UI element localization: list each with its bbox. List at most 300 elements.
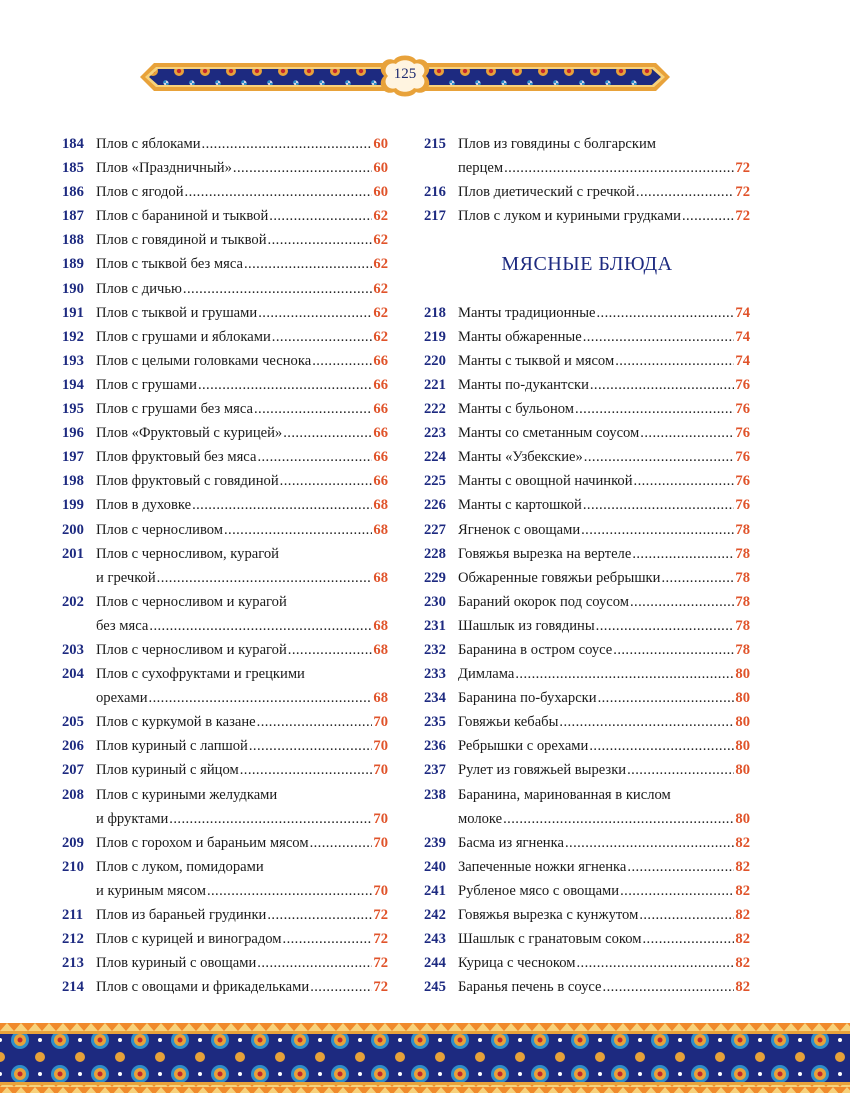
recipe-number: 218	[424, 304, 446, 321]
recipe-title: Плов куриный с лапшой	[96, 738, 248, 755]
toc-line	[424, 927, 750, 951]
toc-entry	[424, 542, 750, 566]
dot-leader	[257, 445, 372, 469]
recipe-title: Плов в духовке	[96, 497, 192, 514]
page-ref: 70	[373, 834, 388, 851]
toc-entry	[424, 349, 750, 373]
toc-group-meat-dishes	[424, 301, 750, 1000]
recipe-title: Плов с черносливом и курагой	[96, 641, 287, 658]
page-ref: 72	[735, 184, 750, 201]
toc-entry	[62, 325, 388, 349]
toc-entry	[424, 180, 750, 204]
toc-entry	[424, 951, 750, 975]
recipe-title: Манты с бульоном	[458, 401, 575, 418]
page-ref: 70	[373, 762, 388, 779]
recipe-title: Басма из ягненка	[458, 834, 564, 851]
toc-entry	[424, 903, 750, 927]
recipe-title: Плов диетический с гречкой	[458, 184, 635, 201]
dot-leader	[581, 518, 734, 542]
toc-line	[62, 518, 388, 542]
toc-entry	[424, 132, 750, 180]
toc-line	[424, 156, 750, 180]
recipe-title: Плов фруктовый с говядиной	[96, 473, 279, 490]
page-ref: 60	[373, 136, 388, 152]
dot-leader	[682, 204, 734, 228]
toc-line	[424, 807, 750, 831]
page-ref: 80	[735, 810, 750, 827]
toc-line	[424, 710, 750, 734]
toc-entry	[62, 180, 388, 204]
toc-entry	[62, 590, 388, 638]
toc-line	[62, 445, 388, 469]
dot-leader	[280, 469, 373, 493]
recipe-number: 212	[62, 931, 84, 948]
recipe-number: 231	[424, 617, 446, 634]
recipe-number: 240	[424, 858, 446, 875]
toc-line	[424, 686, 750, 710]
toc-line	[62, 228, 388, 252]
page-number: 125	[393, 66, 417, 82]
recipe-number: 242	[424, 907, 446, 924]
recipe-number: 201	[62, 545, 84, 562]
page-ref: 62	[373, 256, 388, 273]
recipe-number: 191	[62, 304, 84, 321]
recipe-title: перцем	[458, 160, 504, 177]
recipe-title: Говяжья вырезка на вертеле	[458, 545, 632, 562]
page-ref: 78	[735, 617, 750, 634]
page-ref: 66	[373, 352, 388, 369]
page-ref: 72	[373, 931, 388, 948]
toc-entry	[62, 132, 388, 156]
toc-line	[62, 638, 388, 662]
dot-leader	[207, 879, 372, 903]
recipe-title: Плов из бараньей грудинки	[96, 907, 267, 923]
recipe-title: без мяса	[96, 617, 149, 634]
recipe-number: 184	[62, 136, 84, 152]
dot-leader	[169, 807, 372, 831]
recipe-title: Ребрышки с орехами	[458, 738, 589, 755]
page-ref: 82	[735, 834, 750, 851]
recipe-title: Плов с черносливом, курагой	[96, 545, 279, 562]
recipe-title: молоке	[458, 810, 503, 827]
toc-entry	[62, 518, 388, 542]
toc-line	[62, 927, 388, 951]
recipe-title: и фруктами	[96, 810, 169, 827]
recipe-number: 192	[62, 328, 84, 345]
recipe-title: Курица с чесноком	[458, 955, 576, 972]
toc-entry	[62, 855, 388, 903]
recipe-number: 185	[62, 160, 84, 177]
dot-leader	[596, 301, 734, 325]
recipe-number: 199	[62, 497, 84, 514]
recipe-number: 238	[424, 786, 446, 803]
toc-line	[62, 349, 388, 373]
recipe-title: Шашлык с гранатовым соком	[458, 931, 642, 948]
dot-leader	[192, 493, 372, 517]
recipe-title: Плов из говядины с болгарским	[458, 136, 657, 152]
page-ref: 72	[735, 160, 750, 177]
recipe-number: 215	[424, 136, 446, 152]
recipe-title: Манты «Узбекские»	[458, 449, 583, 466]
recipe-title: Плов с грушами и яблоками	[96, 328, 271, 345]
dot-leader	[268, 228, 373, 252]
dot-leader	[267, 903, 372, 927]
recipe-number: 216	[424, 184, 446, 201]
toc-line	[424, 903, 750, 927]
toc-entry	[62, 542, 388, 590]
dot-leader	[183, 277, 372, 301]
recipe-number: 189	[62, 256, 84, 273]
page-ref: 76	[735, 401, 750, 418]
toc-line	[424, 542, 750, 566]
toc-line	[424, 975, 750, 999]
recipe-number: 237	[424, 762, 446, 779]
dot-leader	[312, 349, 372, 373]
toc-line	[62, 252, 388, 276]
recipe-title: Плов с целыми головками чеснока	[96, 352, 312, 369]
dot-leader	[233, 156, 373, 180]
toc-entry	[424, 614, 750, 638]
toc-line	[62, 204, 388, 228]
page-ref: 72	[735, 208, 750, 225]
page-ref: 60	[373, 160, 388, 177]
recipe-title: орехами	[96, 690, 148, 707]
toc-group-pilaf-continued	[424, 132, 750, 228]
recipe-title: Манты с тыквой и мясом	[458, 352, 615, 369]
toc-entry	[424, 590, 750, 614]
dot-leader	[310, 831, 373, 855]
page-ref: 70	[373, 738, 388, 755]
recipe-number: 190	[62, 280, 84, 297]
page-ref: 74	[735, 328, 750, 345]
recipe-number: 187	[62, 208, 84, 225]
toc-line	[62, 566, 388, 590]
toc-line	[62, 734, 388, 758]
toc-entry	[62, 662, 388, 710]
recipe-number: 205	[62, 714, 84, 731]
toc-line	[424, 638, 750, 662]
toc-entry	[424, 710, 750, 734]
dot-leader	[310, 975, 372, 999]
recipe-title: и гречкой	[96, 569, 156, 586]
recipe-title: Баранина в остром соусе	[458, 641, 613, 658]
toc-line	[62, 397, 388, 421]
recipe-number: 207	[62, 762, 84, 779]
recipe-title: Плов фруктовый без мяса	[96, 449, 257, 466]
recipe-number: 186	[62, 184, 84, 201]
toc-entry	[424, 734, 750, 758]
dot-leader	[283, 927, 373, 951]
dot-leader	[272, 325, 373, 349]
toc-line	[62, 421, 388, 445]
dot-leader	[613, 638, 734, 662]
recipe-title: Манты с картошкой	[458, 497, 582, 514]
page-ref: 66	[373, 401, 388, 418]
dot-leader	[185, 180, 373, 204]
toc-entry	[62, 831, 388, 855]
recipe-title: Плов с луком, помидорами	[96, 858, 264, 875]
toc-line	[424, 855, 750, 879]
recipe-number: 239	[424, 834, 446, 851]
toc-entry	[62, 469, 388, 493]
page-ref: 76	[735, 376, 750, 393]
dot-leader	[224, 518, 372, 542]
recipe-number: 195	[62, 401, 84, 418]
toc-entry	[62, 975, 388, 999]
toc-line	[62, 686, 388, 710]
toc-line	[62, 951, 388, 975]
toc-entry	[62, 228, 388, 252]
recipe-title: Плов «Праздничный»	[96, 160, 232, 177]
page-ref: 82	[735, 882, 750, 899]
recipe-number: 230	[424, 593, 446, 610]
toc-line	[62, 710, 388, 734]
toc-entry	[62, 421, 388, 445]
dot-leader	[288, 638, 373, 662]
recipe-title: Плов с ягодой	[96, 184, 184, 201]
dot-leader	[639, 903, 734, 927]
recipe-number: 233	[424, 666, 446, 683]
recipe-title: Плов куриный с яйцом	[96, 762, 239, 779]
page-ref: 78	[735, 641, 750, 658]
toc-column-left	[62, 132, 388, 999]
dot-leader	[632, 542, 734, 566]
toc-line	[62, 975, 388, 999]
toc-entry	[62, 951, 388, 975]
toc-entry	[424, 855, 750, 879]
recipe-title: Плов с черносливом и курагой	[96, 593, 287, 610]
toc-line	[424, 566, 750, 590]
toc-entry	[424, 758, 750, 782]
dot-leader	[559, 710, 734, 734]
recipe-number: 228	[424, 545, 446, 562]
toc-line	[424, 397, 750, 421]
recipe-title: Манты традиционные	[458, 304, 596, 321]
recipe-title: Плов с курицей и виноградом	[96, 931, 282, 948]
toc-line	[62, 879, 388, 903]
dot-leader	[504, 156, 734, 180]
toc-entry	[424, 469, 750, 493]
recipe-title: Плов с тыквой без мяса	[96, 256, 243, 273]
toc-line	[62, 325, 388, 349]
recipe-number: 188	[62, 232, 84, 249]
toc-entry	[62, 252, 388, 276]
toc-line	[424, 301, 750, 325]
recipe-number: 196	[62, 425, 84, 442]
toc-entry	[62, 373, 388, 397]
dot-leader	[249, 734, 373, 758]
toc-line	[424, 493, 750, 517]
recipe-title: Говяжьи кебабы	[458, 714, 559, 731]
page-ref: 66	[373, 473, 388, 490]
page-ref: 68	[373, 569, 388, 586]
page-ref: 62	[373, 328, 388, 345]
page-ref: 76	[735, 425, 750, 442]
recipe-title: Плов с грушами без мяса	[96, 401, 253, 418]
dot-leader	[596, 614, 735, 638]
recipe-number: 197	[62, 449, 84, 466]
toc-entry	[424, 397, 750, 421]
toc-line	[62, 301, 388, 325]
page-ref: 66	[373, 425, 388, 442]
dot-leader	[269, 204, 372, 228]
recipe-number: 213	[62, 955, 84, 972]
page-ref: 68	[373, 641, 388, 658]
dot-leader	[565, 831, 734, 855]
recipe-number: 222	[424, 401, 446, 418]
page-ref: 76	[735, 449, 750, 466]
page-ref: 68	[373, 617, 388, 634]
recipe-title: Обжаренные говяжьи ребрышки	[458, 569, 661, 586]
recipe-title: Плов с тыквой и грушами	[96, 304, 258, 321]
dot-leader	[634, 469, 735, 493]
toc-line	[424, 445, 750, 469]
page-ref: 68	[373, 497, 388, 514]
recipe-title: Манты обжаренные	[458, 328, 582, 345]
dot-leader	[590, 373, 735, 397]
toc-line	[62, 662, 388, 686]
toc-entry	[62, 445, 388, 469]
page-ref: 72	[373, 907, 388, 923]
toc-line	[62, 373, 388, 397]
page-ref: 80	[735, 690, 750, 707]
recipe-number: 206	[62, 738, 84, 755]
page-ref: 78	[735, 521, 750, 538]
toc-entry	[424, 975, 750, 999]
recipe-number: 208	[62, 786, 84, 803]
toc-line	[424, 614, 750, 638]
recipe-title: Плов с говядиной и тыквой	[96, 232, 267, 249]
toc-line	[424, 734, 750, 758]
toc-entry	[62, 758, 388, 782]
toc-entry	[424, 566, 750, 590]
toc-entry	[424, 831, 750, 855]
toc-entry	[424, 927, 750, 951]
dot-leader	[257, 951, 372, 975]
dot-leader	[198, 373, 372, 397]
page-ref: 70	[373, 882, 388, 899]
recipe-title: Плов с горохом и бараньим мясом	[96, 834, 309, 851]
dot-leader	[627, 855, 734, 879]
page-ref: 82	[735, 907, 750, 924]
toc-line	[62, 903, 388, 927]
page-ref: 68	[373, 690, 388, 707]
recipe-title: и куриным мясом	[96, 882, 206, 899]
recipe-title: Плов с черносливом	[96, 521, 223, 538]
page-ref: 78	[735, 545, 750, 562]
recipe-number: 211	[62, 907, 84, 923]
page-ref: 82	[735, 931, 750, 948]
dot-leader	[202, 132, 373, 156]
recipe-number: 217	[424, 208, 446, 225]
page-ref: 76	[735, 497, 750, 514]
dot-leader	[254, 397, 372, 421]
toc-entry	[424, 879, 750, 903]
page-ref: 78	[735, 593, 750, 610]
recipe-number: 214	[62, 979, 84, 996]
recipe-number: 243	[424, 931, 446, 948]
recipe-number: 219	[424, 328, 446, 345]
section-heading: МЯСНЫЕ БЛЮДА	[501, 253, 673, 276]
recipe-number: 226	[424, 497, 446, 514]
toc-entry	[424, 518, 750, 542]
recipe-number: 198	[62, 473, 84, 490]
toc-entry	[424, 373, 750, 397]
toc-line	[424, 758, 750, 782]
recipe-number: 209	[62, 834, 84, 851]
toc-line	[424, 831, 750, 855]
recipe-number: 194	[62, 376, 84, 393]
toc-entry	[424, 325, 750, 349]
toc-entry	[424, 493, 750, 517]
page-ref: 80	[735, 738, 750, 755]
recipe-number: 235	[424, 714, 446, 731]
page-ref: 70	[373, 714, 388, 731]
toc-line	[62, 831, 388, 855]
dot-leader	[575, 397, 734, 421]
toc-entry	[424, 445, 750, 469]
recipe-number: 245	[424, 979, 446, 996]
recipe-title: Манты с овощной начинкой	[458, 473, 633, 490]
toc-entry	[424, 686, 750, 710]
dot-leader	[640, 421, 734, 445]
recipe-number: 241	[424, 882, 446, 899]
recipe-title: Плов с яблоками	[96, 136, 201, 152]
toc-line	[424, 518, 750, 542]
recipe-number: 232	[424, 641, 446, 658]
toc-entry	[62, 734, 388, 758]
dot-leader	[603, 975, 735, 999]
toc-line	[62, 132, 388, 156]
recipe-title: Плов куриный с овощами	[96, 955, 257, 972]
dot-leader	[244, 252, 372, 276]
toc-line	[424, 469, 750, 493]
page-ref: 80	[735, 666, 750, 683]
dot-leader	[576, 951, 734, 975]
toc-line	[424, 132, 750, 156]
toc-entry	[62, 638, 388, 662]
dot-leader	[627, 758, 734, 782]
page-ref: 80	[735, 762, 750, 779]
recipe-number: 220	[424, 352, 446, 369]
toc-line	[424, 590, 750, 614]
recipe-title: Плов с куриными желудками	[96, 786, 278, 803]
toc-line	[62, 493, 388, 517]
page-ref: 68	[373, 521, 388, 538]
dot-leader	[149, 686, 373, 710]
toc-line	[62, 277, 388, 301]
recipe-title: Рулет из говяжьей вырезки	[458, 762, 627, 779]
recipe-number: 221	[424, 376, 446, 393]
recipe-number: 224	[424, 449, 446, 466]
recipe-title: Плов с луком и куриными грудками	[458, 208, 681, 225]
page-ref: 74	[735, 304, 750, 321]
bottom-ornament-band	[0, 1023, 850, 1093]
toc-entry	[62, 204, 388, 228]
dot-leader	[583, 325, 735, 349]
recipe-number: 234	[424, 690, 446, 707]
page-ref: 66	[373, 376, 388, 393]
recipe-title: Димлама	[458, 666, 515, 683]
recipe-title: Баранина по-бухарски	[458, 690, 597, 707]
page-ref: 62	[373, 280, 388, 297]
dot-leader	[620, 879, 734, 903]
recipe-title: Ягненок с овощами	[458, 521, 581, 538]
dot-leader	[661, 566, 734, 590]
toc-entry	[62, 903, 388, 927]
page-ref: 70	[373, 810, 388, 827]
toc-entry	[62, 301, 388, 325]
